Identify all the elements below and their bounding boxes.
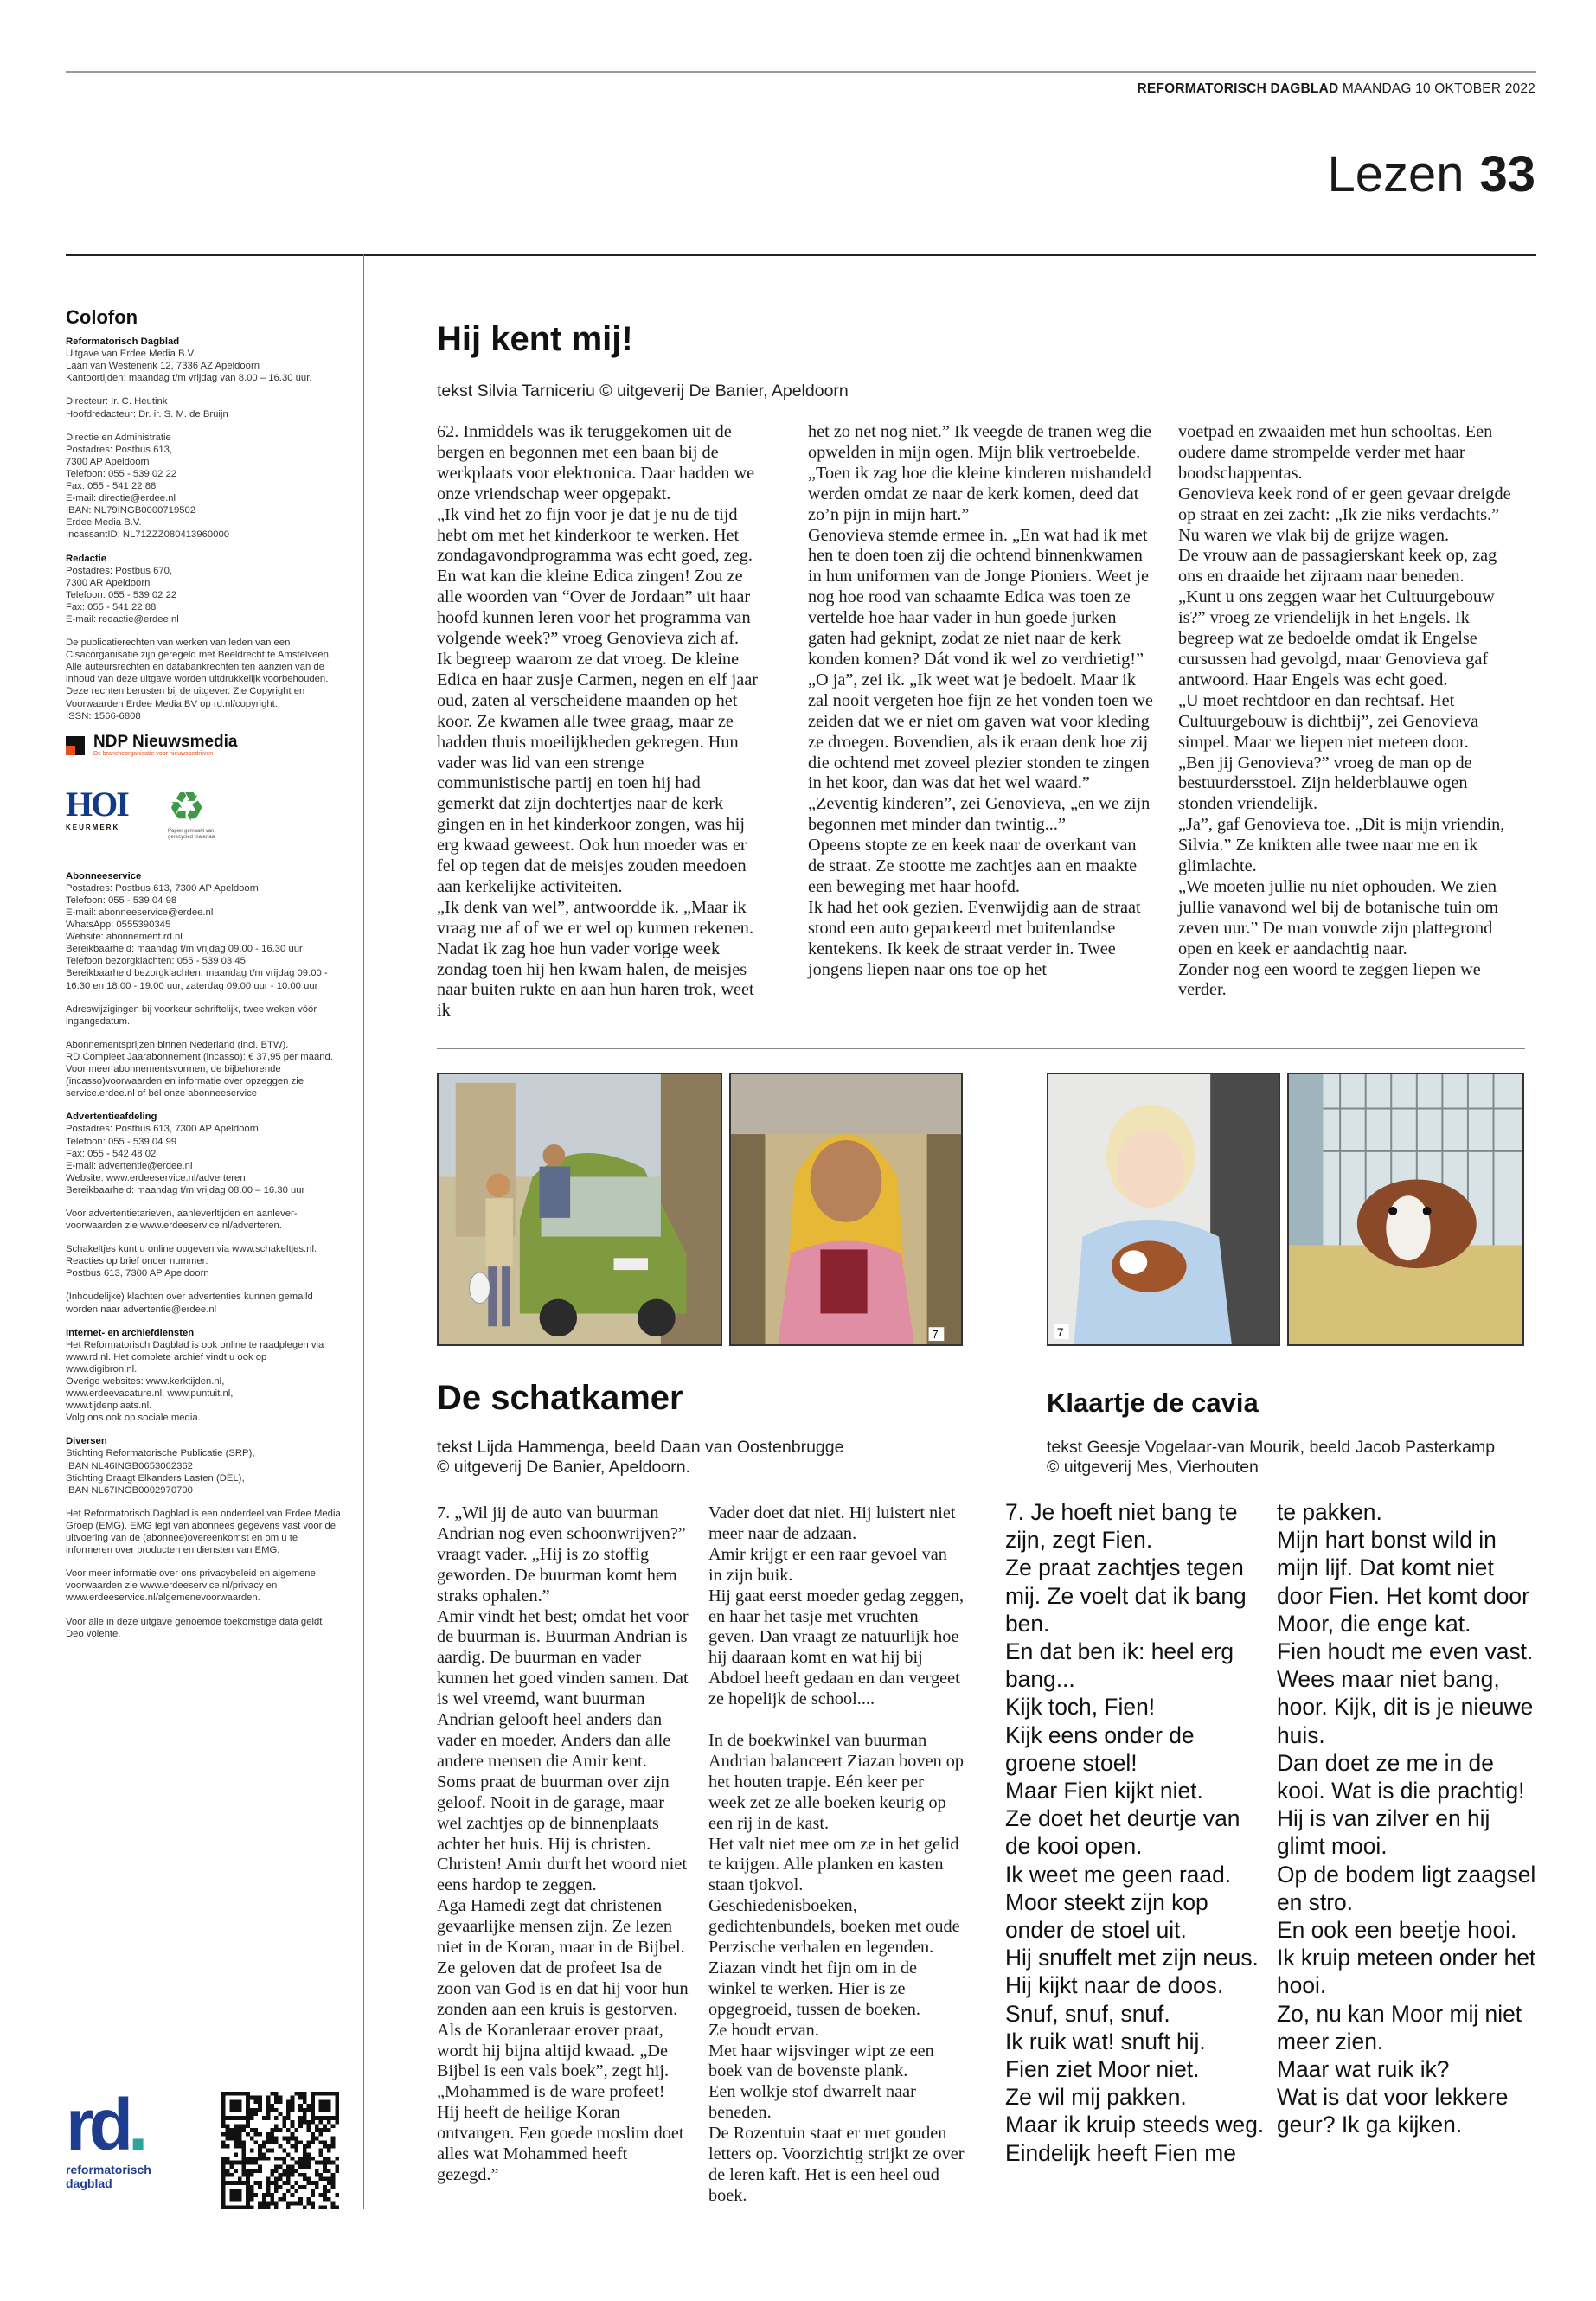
colofon-block-title: Diversen — [66, 1436, 107, 1447]
colofon-block — [66, 1567, 343, 1604]
colofon-block — [66, 1243, 343, 1279]
colofon-block — [66, 1039, 343, 1099]
colofon-block — [66, 637, 343, 722]
ndp-name: NDP Nieuwsmedia — [93, 732, 238, 751]
colofon-block-text: Het Reformatorisch Dagblad is een onderdeel van Erdee Media Groep (EMG). EMG legt van abonnees gegevens vast voor de uitvoering van de (abonnee)overeenkomst en om u te informeren over producten en diensten van EMG. — [66, 1508, 341, 1556]
colofon-block-title: Reformatorisch Dagblad — [66, 336, 180, 348]
colofon-block-text: Postadres: Postbus 670, 7300 AR Apeldoorn Telefoon: 055 - 539 02 22 Fax: 055 - 541 22 88 E-mail: redactie@erdee.nl — [66, 565, 179, 625]
illustration-girl-holding-cavia — [1047, 1073, 1280, 1346]
colofon-block-text: Postadres: Postbus 613, 7300 AP Apeldoorn Telefoon: 055 - 539 04 98 E-mail: abonneeservice@erdee.nl WhatsApp: 0555390345 Website: abonnement.rd.nl Bereikbaarheid: maandag t/m vrijdag 09.00 - 16.30 uur Telefoon bezorgklachten: 055 - 539 03 45 Bereikbaarheid bezorgklachten: maandag t/m vrijdag 09.00 - 16.30 en 18.00 - 19.00 uur, zaterdag 09.00 uur - 10.00 uur — [66, 882, 328, 991]
header-rule — [66, 71, 1536, 73]
colofon-block-text: Directie en Administratie Postadres: Postbus 613, 7300 AP Apeldoorn Telefoon: 055 - 539 02 22 Fax: 055 - 541 22 88 E-mail: directie@erdee.nl IBAN: NL79INGB0000719502 Erdee Media B.V. IncassantID: NL71ZZZ080413960000 — [66, 432, 230, 541]
colofon-block-text: Voor advertentietarieven, aanleverltijden en aanlever-voorwaarden zie www.erdeeservice.nl/adverteren. — [66, 1208, 298, 1232]
ndp-subtitle: De brancheorganisatie voor nieuwsbedrijven — [93, 750, 214, 757]
colofon-block-text: Voor meer informatie over ons privacybeleid en algemene voorwaarden zie www.erdeeservice.nl/privacy en www.erdeeservice.nl/algemenevoorwaarden. — [66, 1568, 316, 1604]
story-column-1: 7. Je hoeft niet bang te zijn, zegt Fien. Ze praat zachtjes tegen mij. Ze voelt dat ik bang ben. En dat ben ik: heel erg bang... Kijk toch, Fien! Kijk eens onder de groene stoel! Maar Fien kijkt niet. Ze doet het deurtje van de kooi open. Ik weet me geen raad. Moor steekt zijn kop onder de stoel uit. Hij snuffelt met zijn neus. Hij kijkt naar de doos. Snuf, snuf, snuf. Ik ruik wat! snuft hij. Fien ziet Moor niet. Ze wil mij pakken. Maar ik kruip steeds weg. Eindelijk heeft Fien me — [1005, 1499, 1265, 2166]
colofon-block-text: Postadres: Postbus 613, 7300 AP Apeldoorn Telefoon: 055 - 539 04 99 Fax: 055 - 542 48 02 E-mail: advertentie@erdee.nl Website: www.erdeeservice.nl/adverteren Bereikbaarheid: maandag t/m vrijdag 08.00 – 16.30 uur — [66, 1124, 305, 1195]
illustration-street-scene — [437, 1073, 722, 1346]
colofon-block — [66, 1616, 343, 1640]
colofon-block-text: Het Reformatorisch Dagblad is ook online te raadplegen via www.rd.nl. Het complete archief vindt u ook op www.digibron.nl. Overige websites: www.kerktijden.nl, www.erdeevacature.nl, www.puntuit.nl, www.tijdenplaats.nl. Volg ons ook op sociale media. — [66, 1339, 324, 1424]
colofon-block-title: Advertentieafdeling — [66, 1112, 157, 1123]
rd-logo-name — [66, 2163, 187, 2190]
article-byline: tekst Geesje Vogelaar-van Mourik, beeld Jacob Pasterkamp © uitgeverij Mes, Vierhouten — [1047, 1438, 1496, 1477]
section-heading — [1327, 145, 1535, 203]
colofon-block — [66, 1291, 343, 1315]
colofon-block — [66, 336, 343, 384]
article-title: Klaartje de cavia — [1047, 1388, 1259, 1418]
colofon-title: Colofon — [66, 306, 138, 328]
colofon-block — [66, 1435, 343, 1496]
colofon-block — [66, 1003, 343, 1028]
colofon-sidebar — [66, 306, 343, 1651]
ndp-logo-icon — [66, 736, 85, 755]
recycle-icon: ♻ — [168, 784, 206, 830]
colofon-block — [66, 432, 343, 542]
article-column-1: 62. Inmiddels was ik teruggekomen uit de bergen en begonnen met een baan bij de werkplaats voor elektronica. Daar hadden we onze vriendschap weer opgepakt. „Ik vind het zo fijn voor je dat je nu de tijd hebt om met het kinderkoor te werken. Het zondagavondprogramma was echt goed, zeg. En wat kan die kleine Edica zingen! Zou ze alle woorden van “Over de Jordaan” uit haar hoofd kunnen leren voor het programma van volgende week?” vroeg Genovieva zich af. Ik begreep waarom ze dat vroeg. De kleine Edica en haar zusje Carmen, negen en elf jaar oud, zaten al verscheidene maanden op het koor. Ze kwamen alle twee graag, maar ze hadden thuis moeilijkheden gekregen. Hun vader was lid van een strenge communistische partij en toen hij had gemerkt dat zijn dochtertjes naar de kerk gingen en in het kinderkoor zongen, was hij erg kwaad geweest. Ook hun moeder was er fel op tegen dat de meisjes zouden meedoen aan kerkelijke activiteiten. „Ik denk van wel”, antwoordde ik. „Maar ik vraag me af of we er wel op kunnen rekenen. Nadat ik zag hoe hun vader vorige week zondag toen hij hen kwam halen, de meisjes naar buiten rukte en aan hun haren trok, weet ik — [437, 422, 759, 1021]
article-title: De schatkamer — [437, 1379, 683, 1417]
recycle-logo — [168, 784, 228, 841]
rd-name-line1: reformatorisch — [66, 2163, 151, 2176]
story-column-2: te pakken. Mijn hart bonst wild in mijn lijf. Dat komt niet door Fien. Het komt door Moor, die enge kat. Fien houdt me even vast. Wees maar niet bang, hoor. Kijk, dit is je nieuwe huis. Dan doet ze me in de kooi. Wat is die prachtig! Hij is van zilver en hij glimt mooi. Op de bodem ligt zaagsel en stro. En ook een beetje hooi. Ik kruip meteen onder het hooi. Zo, nu kan Moor mij niet meer zien. Maar wat ruik ik? Wat is dat voor lekkere geur? Ik ga kijken. — [1277, 1499, 1536, 2138]
section-name: Lezen — [1327, 146, 1465, 202]
colofon-block-text: Stichting Reformatorische Publicatie (SRP), IBAN NL46INGB0653062362 Stichting Draagt Elkanders Lasten (DEL), IBAN NL67INGB0002970700 — [66, 1448, 255, 1496]
colofon-block-text: De publicatierechten van werken van leden van een Cisacorganisatie zijn geregeld met Beeldrecht te Amstelveen. Alle auteursrechten en databankrechten ten aanzien van de inhoud van deze uitgave worden uitdrukkelijk voorbehouden. Deze rechten berusten bij de uitgever. Zie Copyright en Voorwaarden Erdee Media BV op rd.nl/copyright. ISSN: 1566-6808 — [66, 638, 332, 721]
article-column-2: Vader doet dat niet. Hij luistert niet meer naar de adzaan. Amir krijgt er een raar gevoel van in zijn buik. Hij gaat eerst moeder gedag zeggen, en haar het tasje met vruchten geven. Dan vraagt ze natuurlijk hoe hij daaraan komt en wat hij bij Abdoel heeft gedaan en dan vergeet ze hopelijk de school.... In de boekwinkel van buurman Andrian balanceert Ziazan boven op het houten trapje. Eén keer per week zet ze alle boeken keurig op een rij in de kast. Het valt niet mee om ze in het gelid te krijgen. Alle planken en kasten staan tjokvol. Geschiedenisboeken, gedichtenbundels, boeken met oude Perzische verhalen en legenden. Ziazan vindt het fijn om in de winkel te werken. Hier is ze opgegroeid, tussen de boeken. Ze houdt ervan. Met haar wijsvinger wipt ze een boek van de bovenste plank. Een wolkje stof dwarrelt naar beneden. De Rozentuin staat er met gouden letters op. Voorzichtig strijkt ze over de leren kaft. Het is een heel oud boek. — [708, 1503, 965, 2205]
colofon-block-text: Uitgave van Erdee Media B.V. Laan van Westenenk 12, 7336 AZ Apeldoorn Kantoortijden: maandag t/m vrijdag van 8.00 – 16.30 uur. — [66, 349, 312, 384]
rd-name-line2: dagblad — [66, 2176, 112, 2190]
section-divider — [437, 1048, 1525, 1049]
colofon-block-text: Directeur: Ir. C. Heutink Hoofdredacteur: Dr. ir. S. M. de Bruijn — [66, 396, 228, 420]
colofon-block — [66, 870, 343, 992]
article-byline: tekst Lijda Hammenga, beeld Daan van Oostenbrugge © uitgeverij De Banier, Apeldoorn. — [437, 1438, 844, 1477]
colofon-block-text: Abonnementsprijzen binnen Nederland (incl. BTW). RD Compleet Jaarabonnement (incasso): € 37,95 per maand. Voor meer abonnementsvormen, de bijbehorende (incasso)voorwaarden en informatie over opzeggen zie service.erdee.nl of bel onze abonneeservice — [66, 1039, 333, 1099]
colofon-block-text: Voor alle in deze uitgave genoemde toekomstige data geldt Deo volente. — [66, 1616, 323, 1639]
issue-date: MAANDAG 10 OKTOBER 2022 — [1342, 81, 1535, 96]
hoi-label: KEURMERK — [66, 823, 120, 831]
masthead — [1137, 81, 1535, 97]
colofon-block — [66, 1111, 343, 1196]
certification-logos — [66, 784, 343, 841]
article-column-1: 7. „Wil jij de auto van buurman Andrian nog even schoonwrijven?” vraagt vader. „Hij is zo stoffig geworden. De buurman komt hem straks ophalen.” Amir vindt het best; omdat het voor de buurman is. Buurman Andrian is aardig. De buurman en vader kunnen het goed vinden samen. Dat is wel vreemd, want buurman Andrian gelooft heel anders dan vader en moeder. Anders dan alle andere mensen die Amir kent. Soms praat de buurman over zijn geloof. Nooit in de garage, maar wel zachtjes op de binnenplaats achter het huis. Hij is christen. Christen! Amir durft het woord niet eens hardop te zeggen. Aga Hamedi zegt dat christenen gevaarlijke mensen zijn. Ze lezen niet in de Koran, maar in de Bijbel. Ze geloven dat de profeet Isa de zoon van God is en dat hij voor hun zonden aan een kruis is gestorven. Als de Koranleraar erover praat, wordt hij bijna altijd kwaad. „De Bijbel is een vals boek”, zegt hij. „Mohammed is de ware profeet! Hij heeft de heilige Koran ontvangen. Een goede moslim doet alles wat Mohammed heeft gezegd.” — [437, 1503, 689, 2184]
illustration-girl-reading — [729, 1073, 963, 1346]
colofon-block-title: Internet- en archiefdiensten — [66, 1327, 195, 1338]
colofon-block-text: (Inhoudelijke) klachten over advertenties kunnen gemaild worden naar advertentie@erdee.nl — [66, 1292, 313, 1315]
colofon-block — [66, 1508, 343, 1556]
hoi-keurmerk-logo — [66, 784, 144, 834]
colofon-block-text: Adreswijzigingen bij voorkeur schriftelijk, twee weken vóór ingangsdatum. — [66, 1003, 317, 1027]
colofon-block — [66, 395, 343, 420]
paper-name: REFORMATORISCH DAGBLAD — [1137, 81, 1339, 96]
article-title: Hij kent mij! — [437, 320, 633, 358]
page-number: 33 — [1479, 146, 1535, 202]
colofon-block — [66, 553, 343, 626]
qr-code-icon[interactable] — [221, 2092, 339, 2209]
colofon-block-title: Redactie — [66, 553, 107, 564]
colofon-blocks-service — [66, 870, 343, 1640]
illustration-cavia-in-cage — [1287, 1073, 1524, 1346]
header-rule-bottom — [66, 254, 1536, 256]
article-column-2: het zo net nog niet.” Ik veegde de tranen weg die opwelden in mijn ogen. Mijn blik vertroebelde. „Toen ik zag hoe die kleine kinderen mishandeld werden omdat ze naar de kerk komen, deed dat zo’n pijn in mijn hart.” Genovieva stemde ermee in. „En wat had ik met hen te doen toen zij die ochtend binnenkwamen in hun uniformen van de Jonge Pioniers. Weet je nog hoe rood van schaamte Edica was toen ze vertelde hoe haar vader in hun goede jurken gaten had geknipt, zodat ze niet naar de kerk konden komen? Dát vond ik wel zo verdrietig!” „O ja”, zei ik. „Ik weet wat je bedoelt. Maar ik zal nooit vergeten hoe fijn ze het vonden toen we zeiden dat we er niet om gaven wat voor kleding ze droegen. Bovendien, als ik eraan denk hoe zij die ochtend met zoveel plezier stonden te zingen in het koor, dan was dat het wel waard.” „Zeventig kinderen”, zei Genovieva, „en we zijn begonnen met minder dan twintig...” Opeens stopte ze en keek naar de overkant van de straat. Ze stootte me zachtjes aan en maakte een beweging met haar hoofd. Ik had het ook gezien. Evenwijdig aan de straat stond een auto geparkeerd met buitenlandse kentekens. Ik keek de straat verder in. Twee jongens liepen naar ons toe op het — [808, 422, 1153, 979]
sidebar-divider — [363, 254, 364, 2209]
colofon-block — [66, 1327, 343, 1425]
article-byline: tekst Silvia Tarniceriu © uitgeverij De Banier, Apeldoorn — [437, 381, 849, 401]
colofon-block-text: Schakeltjes kunt u online opgeven via www.schakeltjes.nl. Reacties op brief onder nummer: Postbus 613, 7300 AP Apeldoorn — [66, 1244, 317, 1279]
rd-logo-mark-icon: rd. — [66, 2084, 144, 2165]
illustration-page-number: 7 — [932, 1328, 939, 1342]
recycle-label: Papier gemaakt van gerecycled materiaal — [168, 828, 216, 840]
colofon-block-title: Abonneeservice — [66, 870, 142, 881]
colofon-blocks — [66, 336, 343, 722]
illustration-page-number: 7 — [1056, 1326, 1064, 1340]
colofon-block — [66, 1208, 343, 1232]
hoi-mark-icon: HOI — [66, 784, 128, 824]
ndp-logo — [66, 734, 343, 758]
rd-logo — [66, 2084, 187, 2190]
article-column-3: voetpad en zwaaiden met hun schooltas. Een oudere dame strompelde verder met haar boodschappentas. Genovieva keek rond of er geen gevaar dreigde op straat en zei zacht: „Ik zie niks verdachts.” Nu waren we vlak bij de grijze wagen. De vrouw aan de passagierskant keek op, zag ons en draaide het zijraam naar beneden. „Kunt u ons zeggen waar het Cultuurgebouw is?” vroeg ze vriendelijk in het Engels. Ik begreep wat ze bedoelde omdat ik Engelse cursussen had gevolgd, maar Genovieva gaf antwoord. Haar Engels was echt goed. „U moet rechtdoor en dan rechtsaf. Het Cultuurgebouw is dichtbij”, zei Genovieva simpel. Maar we liepen niet meteen door. „Ben jij Genovieva?” vroeg de man op de bestuurdersstoel. Zijn helderblauwe ogen stonden vriendelijk. „Ja”, gaf Genovieva toe. „Dit is mijn vriendin, Silvia.” Ze knikten alle twee naar me en ik glimlachte. „We moeten jullie nu niet ophouden. We zien jullie vanavond wel bij de botanische tuin om zeven uur.” De man vouwde zijn plattegrond open en keek er aandachtig naar. Zonder nog een woord te zeggen liepen we verder. — [1178, 422, 1511, 1000]
